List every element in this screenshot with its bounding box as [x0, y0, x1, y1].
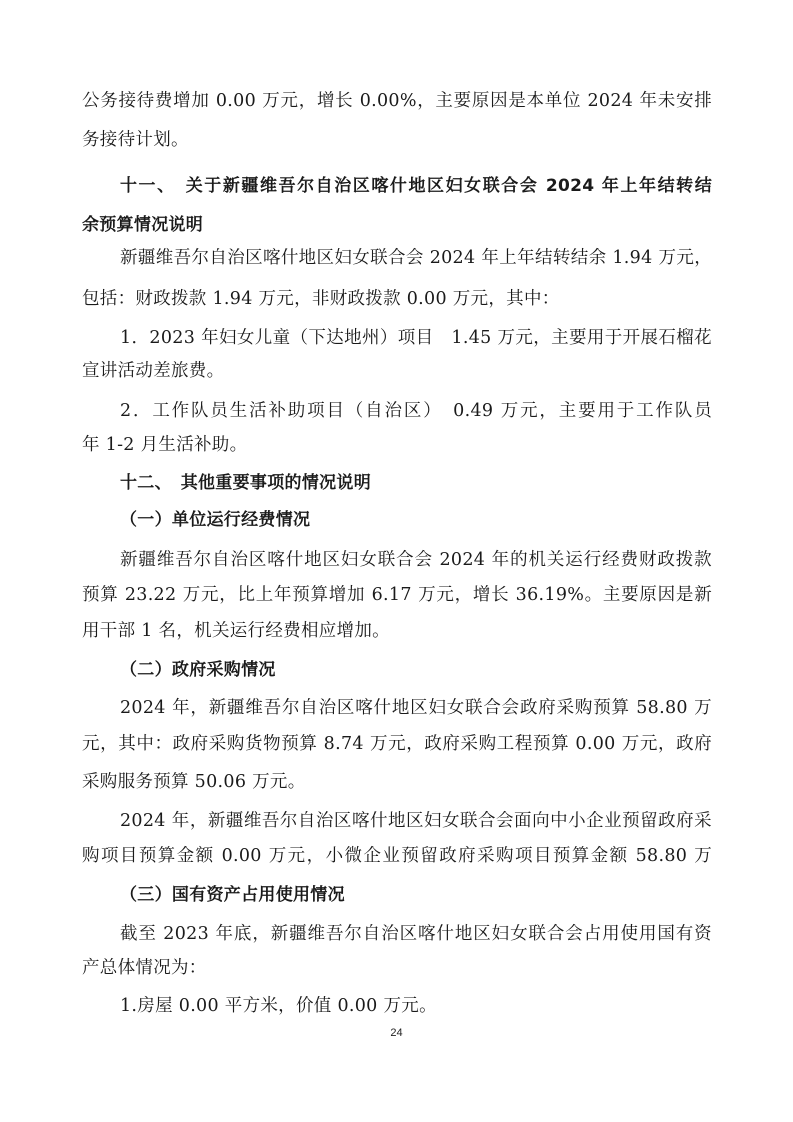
section-heading: 十一、 关于新疆维吾尔自治区喀什地区妇女联合会 2024 年上年结转结: [120, 176, 712, 196]
paragraph-line: 宣讲活动差旅费。: [82, 361, 225, 381]
paragraph-line: 1．2023 年妇女儿童（下达地州）项目 1.45 万元，主要用于开展石榴花: [120, 328, 712, 348]
paragraph-line: 1.房屋 0.00 平方米，价值 0.00 万元。: [120, 996, 437, 1016]
subsection-heading: （三）国有资产占用使用情况: [120, 885, 345, 905]
paragraph-line: 产总体情况为：: [82, 958, 207, 978]
subsection-heading: （二）政府采购情况: [120, 660, 276, 680]
paragraph-line: 预算 23.22 万元，比上年预算增加 6.17 万元，增长 36.19%。主要原因是新: [82, 585, 712, 605]
section-heading: 余预算情况说明: [82, 215, 204, 235]
paragraph-line: 元，其中：政府采购货物预算 8.74 万元，政府采购工程预算 0.00 万元，政府: [82, 734, 712, 754]
paragraph-line: 年 1-2 月生活补助。: [82, 435, 248, 455]
paragraph-line: 包括：财政拨款 1.94 万元，非财政拨款 0.00 万元，其中：: [82, 289, 560, 309]
paragraph-line: 用干部 1 名，机关运行经费相应增加。: [82, 621, 390, 641]
paragraph-line: 2．工作队员生活补助项目（自治区） 0.49 万元，主要用于工作队员: [120, 401, 712, 421]
page-number: 24: [390, 1027, 403, 1039]
paragraph-line: 2024 年，新疆维吾尔自治区喀什地区妇女联合会政府采购预算 58.80 万: [120, 698, 712, 718]
paragraph-line: 新疆维吾尔自治区喀什地区妇女联合会 2024 年上年结转结余 1.94 万元，: [120, 248, 712, 268]
paragraph-line: 务接待计划。: [82, 130, 189, 150]
paragraph-line: 采购服务预算 50.06 万元。: [82, 772, 306, 792]
paragraph-line: 截至 2023 年底，新疆维吾尔自治区喀什地区妇女联合会占用使用国有资: [120, 924, 712, 944]
paragraph-line: 购项目预算金额 0.00 万元，小微企业预留政府采购项目预算金额 58.80 万: [82, 846, 712, 866]
paragraph-line: 公务接待费增加 0.00 万元，增长 0.00%，主要原因是本单位 2024 年未安排: [82, 91, 712, 111]
paragraph-line: 新疆维吾尔自治区喀什地区妇女联合会 2024 年的机关运行经费财政拨款: [120, 550, 712, 570]
section-heading: 十二、 其他重要事项的情况说明: [120, 473, 371, 493]
subsection-heading: （一）单位运行经费情况: [120, 510, 311, 530]
paragraph-line: 2024 年，新疆维吾尔自治区喀什地区妇女联合会面向中小企业预留政府采: [120, 811, 712, 831]
